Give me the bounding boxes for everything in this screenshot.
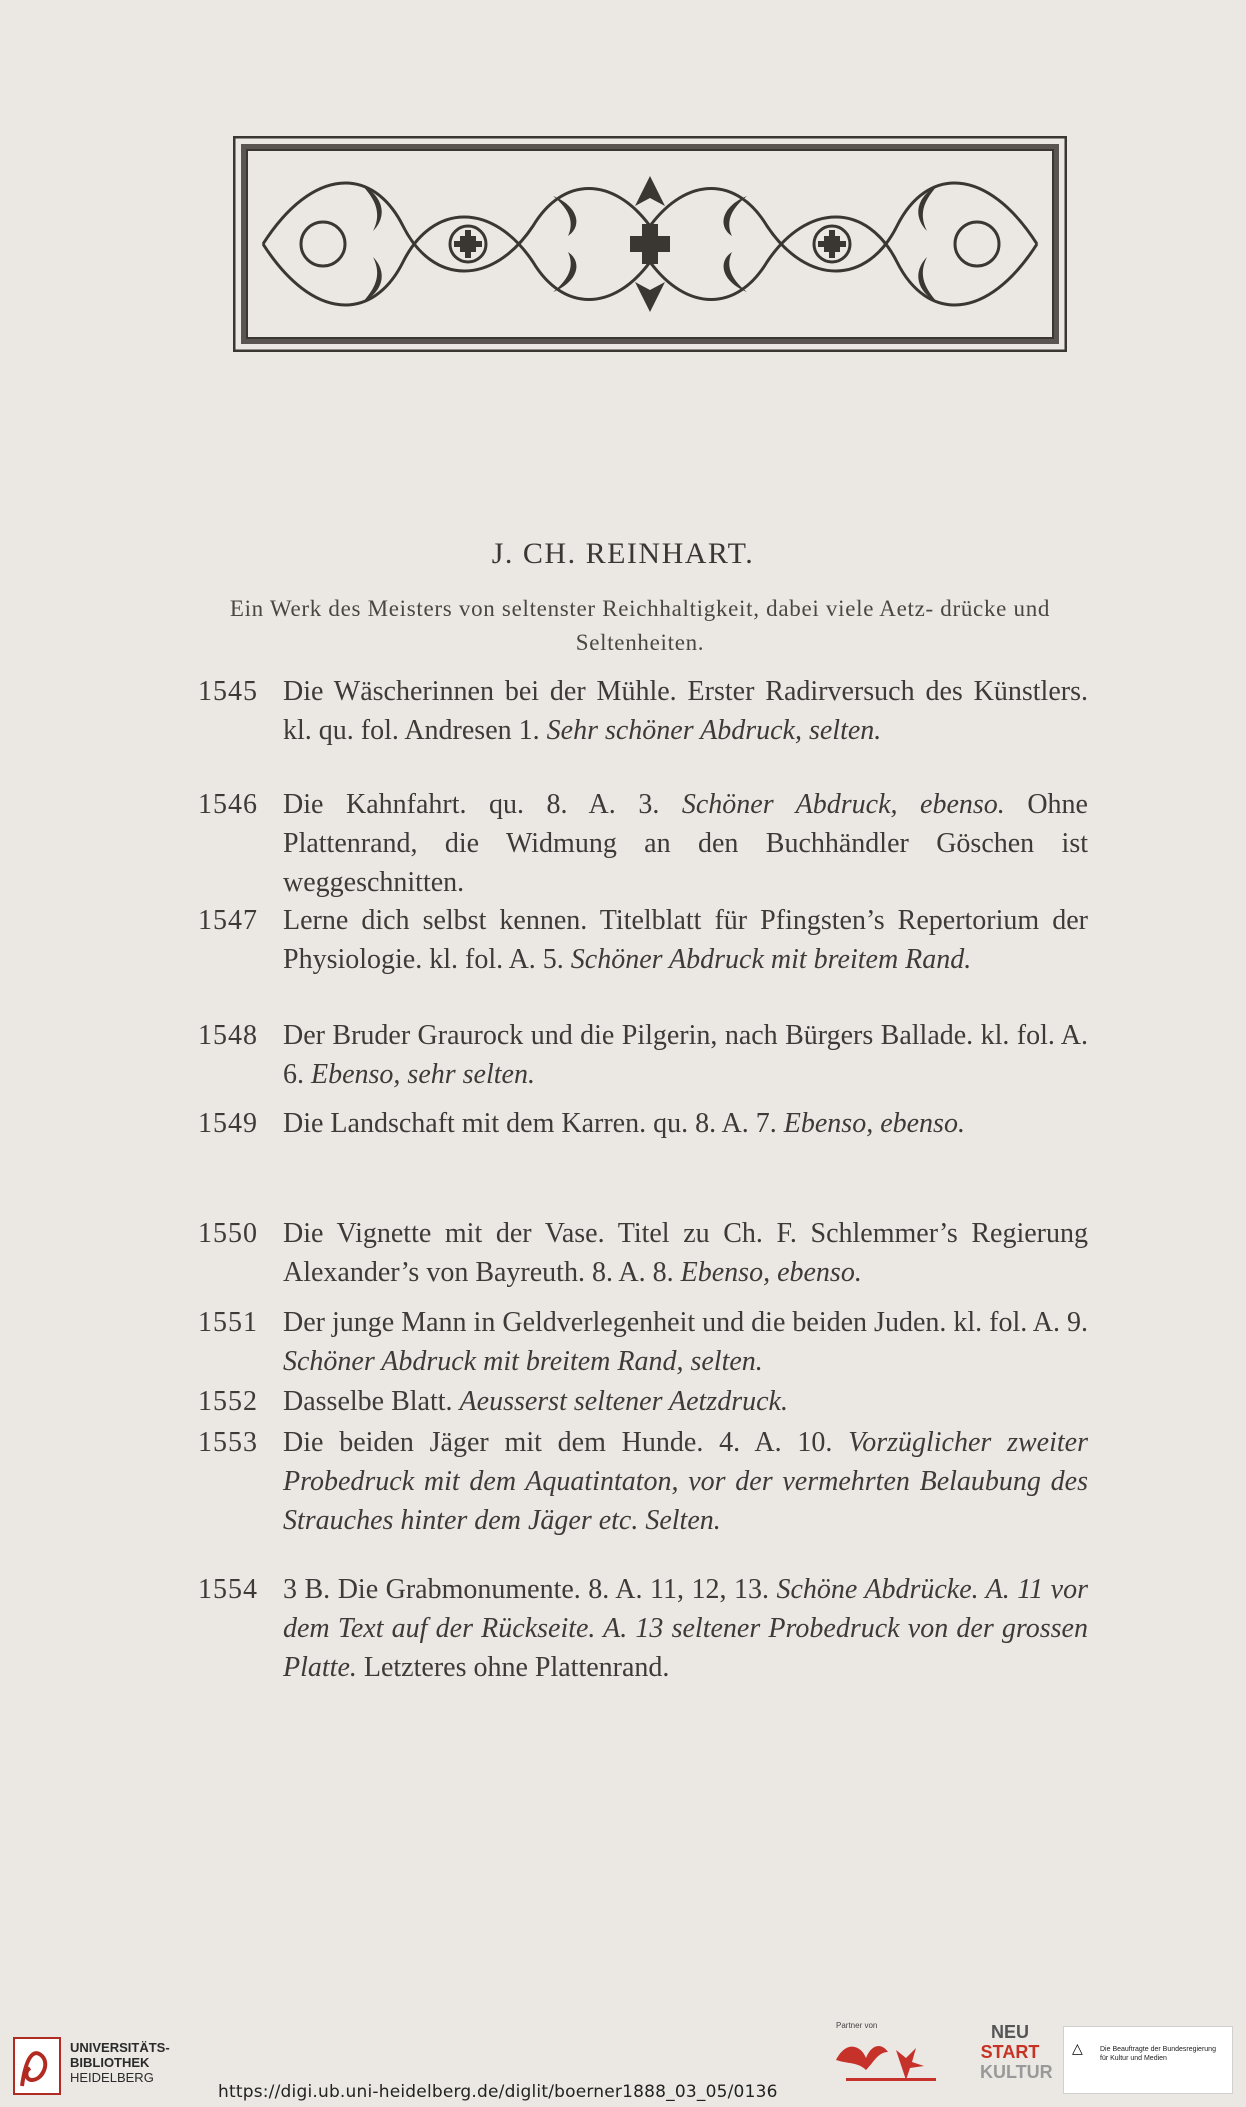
- entry-number: 1554: [198, 1574, 258, 1605]
- neustart-word-3: KULTUR: [980, 2062, 1053, 2082]
- source-url-link[interactable]: https://digi.ub.uni-heidelberg.de/diglit/boerner1888_03_05/0136: [218, 2082, 778, 2102]
- entry-description: Die Landschaft mit dem Karren. qu. 8. A. 7.: [283, 1108, 784, 1139]
- neustart-kultur-logo: [980, 2022, 1053, 2082]
- partner-label: Partner von: [836, 2021, 878, 2030]
- entry-number: 1553: [198, 1427, 258, 1458]
- entry-remark: Sehr schöner Abdruck, selten.: [546, 715, 882, 746]
- entry-remark: Ebenso, sehr selten.: [311, 1059, 535, 1090]
- entry-remark: Schöner Abdruck mit breitem Rand.: [570, 944, 972, 975]
- entry-text: [283, 1214, 1088, 1292]
- entry-remark: Schöne Abdrücke. A. 11 vor dem Text auf der Rückseite. A. 13 seltener Probedruck von der grossen Platte.: [283, 1574, 1088, 1683]
- library-name-line-1: UNIVERSITÄTS-: [70, 2040, 170, 2055]
- entry-description: 3 B. Die Grabmonumente. 8. A. 11, 12, 13.: [283, 1574, 777, 1605]
- bkm-text: Die Beauftragte der Bundesregierung für Kultur und Medien: [1100, 2046, 1216, 2062]
- entry-text: [283, 1382, 1088, 1421]
- entry-remark: Vorzüglicher zweiter Probedruck mit dem Aquatintaton, vor der vermehrten Belaubung des Strauches hinter dem Jäger etc. Selten.: [283, 1427, 1088, 1536]
- entry-text: [283, 901, 1088, 979]
- entry-remark: Aeusserst seltener Aetzdruck.: [459, 1386, 788, 1417]
- entry-number: 1548: [198, 1020, 258, 1051]
- entry-text: [283, 1016, 1088, 1094]
- entry-description: Der Bruder Graurock und die Pilgerin, nach Bürgers Ballade. kl. fol. A. 6.: [283, 1020, 1088, 1090]
- entry-text: [283, 1303, 1088, 1381]
- library-name: [70, 2040, 170, 2085]
- library-name-line-3: HEIDELBERG: [70, 2070, 154, 2085]
- bkm-logo: [1063, 2026, 1233, 2094]
- entry-description: Die Vignette mit der Vase. Titel zu Ch. F. Schlemmer’s Regierung Alexander’s von Bayreuth. 8. A. 8.: [283, 1218, 1088, 1288]
- entry-text: [283, 1104, 1088, 1143]
- federal-eagle-icon: △: [1072, 2042, 1083, 2057]
- entry-text: [283, 1570, 1088, 1687]
- ornament-band: [233, 136, 1067, 352]
- section-heading: J. CH. REINHART.: [491, 537, 755, 570]
- entry-description: Letzteres ohne Plattenrand.: [356, 1652, 670, 1683]
- entry-description: Dasselbe Blatt.: [283, 1386, 460, 1417]
- entry-description: Die beiden Jäger mit dem Hunde. 4. A. 10.: [283, 1427, 849, 1458]
- entry-description: Die Wäscherinnen bei der Mühle. Erster Radirversuch des Künstlers. kl. qu. fol. Andresen 1.: [283, 676, 1088, 746]
- entry-number: 1549: [198, 1108, 258, 1139]
- entry-description: Die Kahnfahrt. qu. 8. A. 3.: [283, 789, 682, 820]
- entry-number: 1547: [198, 905, 258, 936]
- entry-text: [283, 785, 1088, 902]
- entry-remark: Schöner Abdruck, ebenso.: [681, 789, 1005, 820]
- entry-number: 1550: [198, 1218, 258, 1249]
- neustart-word-1: NEU: [990, 2022, 1029, 2042]
- entry-remark: Schöner Abdruck mit breitem Rand, selten.: [283, 1346, 763, 1377]
- entry-number: 1545: [198, 676, 258, 707]
- section-intro: Ein Werk des Meisters von seltenster Reichhaltigkeit, dabei viele Aetz- drücke und Seltenheiten.: [229, 596, 1051, 655]
- entry-number: 1551: [198, 1307, 258, 1338]
- entry-remark: Ebenso, ebenso.: [680, 1257, 862, 1288]
- entry-text: [283, 672, 1088, 750]
- entry-number: 1546: [198, 789, 258, 820]
- library-name-line-2: BIBLIOTHEK: [70, 2055, 150, 2070]
- entry-description: Lerne dich selbst kennen. Titelblatt für Pfingsten’s Repertorium der Physiologie. kl. fol. A. 5.: [283, 905, 1088, 975]
- entry-text: [283, 1423, 1088, 1540]
- partner-logo: [826, 2030, 956, 2090]
- entry-description: Ohne Plattenrand, die Widmung an den Buchhändler Göschen ist weggeschnitten.: [283, 789, 1088, 898]
- entry-description: Der junge Mann in Geldverlegenheit und die beiden Juden. kl. fol. A. 9.: [283, 1307, 1088, 1338]
- entry-remark: Ebenso, ebenso.: [783, 1108, 965, 1139]
- neustart-word-2: START: [980, 2042, 1040, 2062]
- entry-number: 1552: [198, 1386, 258, 1417]
